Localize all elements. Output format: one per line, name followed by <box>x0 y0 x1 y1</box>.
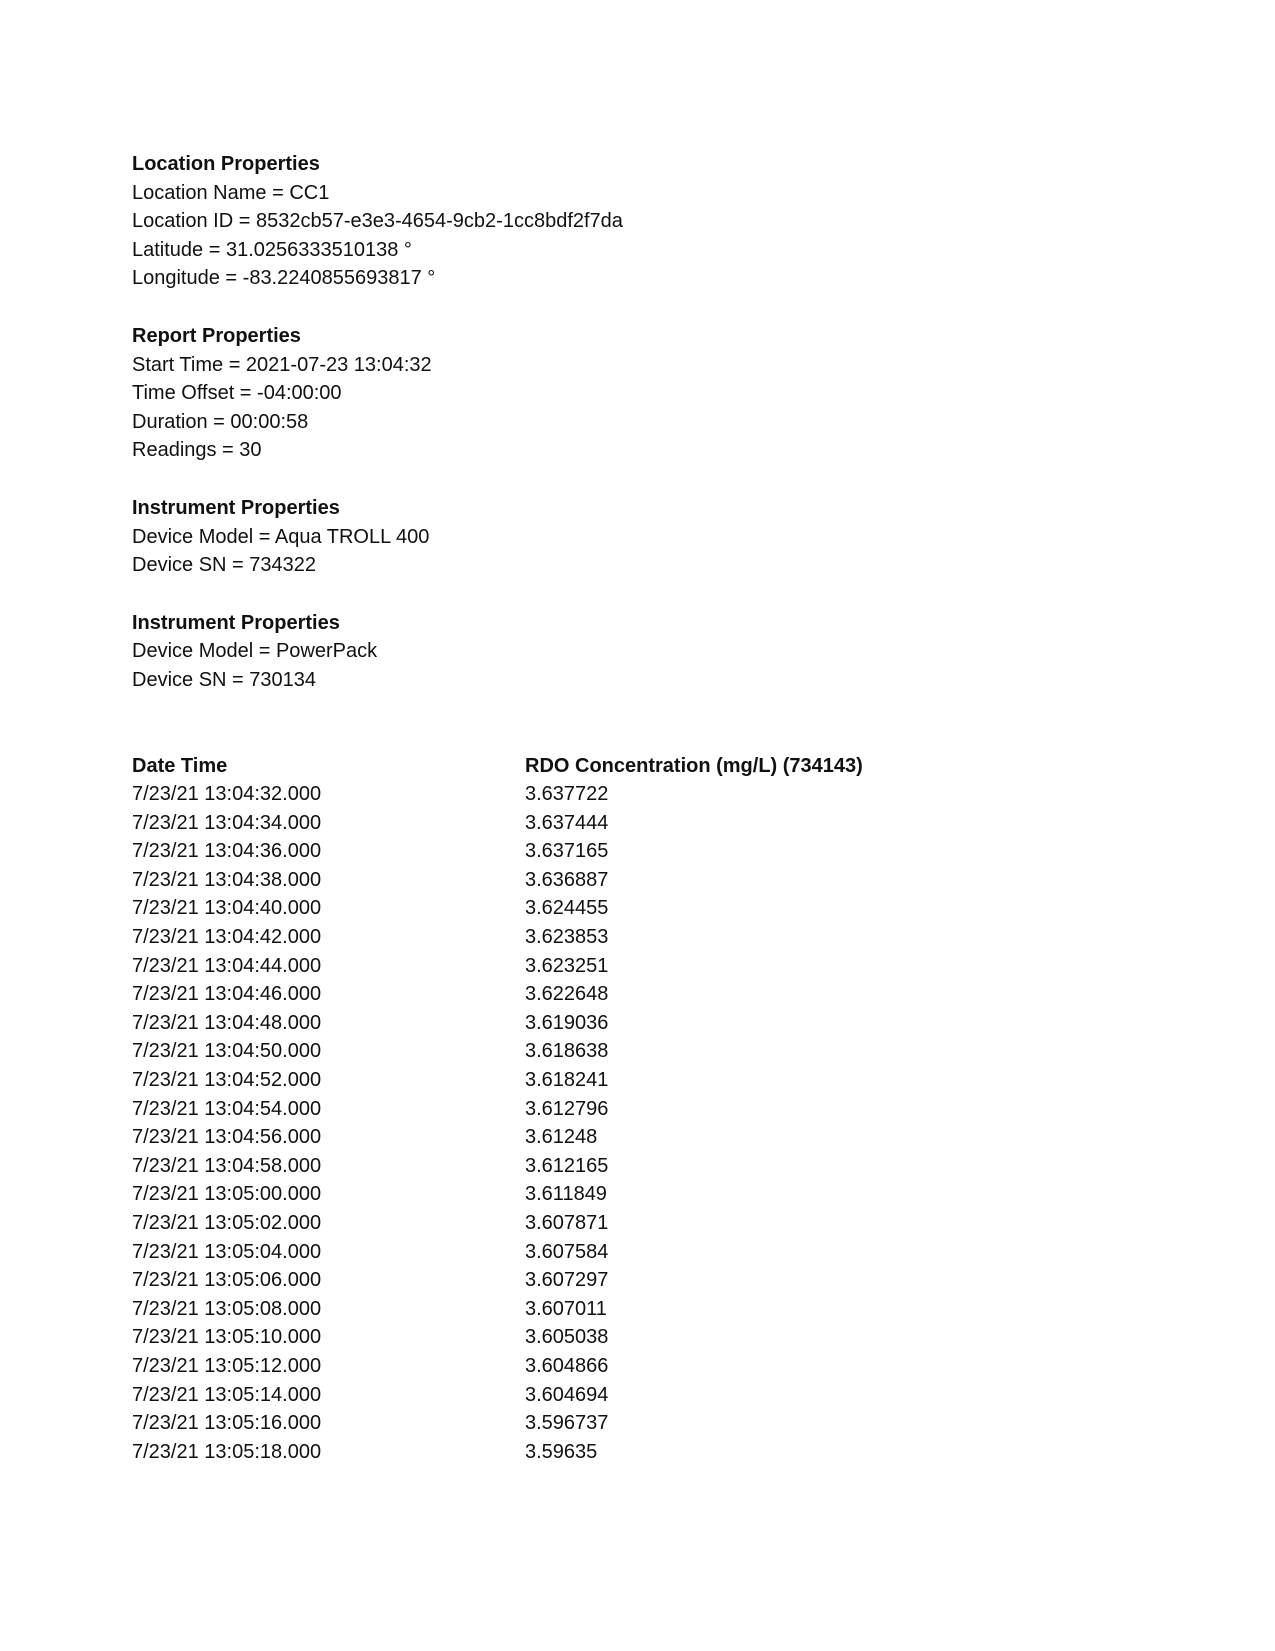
rdo-concentration-cell: 3.636887 <box>525 868 609 891</box>
table-body <box>132 780 1132 1466</box>
table-row <box>132 837 1132 866</box>
date-time-cell: 7/23/21 13:04:58.000 <box>132 1154 322 1177</box>
rdo-concentration-cell: 3.637722 <box>525 783 609 806</box>
rdo-concentration-cell: 3.607297 <box>525 1269 609 1292</box>
date-time-cell: 7/23/21 13:04:46.000 <box>132 983 322 1006</box>
date-time-cell: 7/23/21 13:05:12.000 <box>132 1354 322 1377</box>
section-title: Instrument Properties <box>132 611 340 634</box>
time-offset-line: Time Offset = -04:00:00 <box>132 382 342 405</box>
table-row <box>132 1323 1132 1352</box>
rdo-concentration-cell: 3.622648 <box>525 983 609 1006</box>
table-header-row <box>132 752 1132 781</box>
rdo-concentration-cell: 3.604866 <box>525 1354 609 1377</box>
table-row <box>132 1180 1132 1209</box>
date-time-cell: 7/23/21 13:05:14.000 <box>132 1383 322 1406</box>
table-row <box>132 894 1132 923</box>
section-title: Location Properties <box>132 153 320 175</box>
table-row <box>132 780 1132 809</box>
rdo-concentration-cell: 3.607871 <box>525 1212 609 1234</box>
rdo-concentration-cell: 3.611849 <box>525 1183 607 1206</box>
table-row <box>132 1095 1132 1124</box>
table-row <box>132 980 1132 1009</box>
rdo-concentration-cell: 3.607584 <box>525 1240 609 1263</box>
table-row <box>132 952 1132 981</box>
rdo-concentration-cell: 3.624455 <box>525 897 609 920</box>
latitude-line: Latitude = 31.0256333510138 ° <box>132 238 412 261</box>
rdo-concentration-cell: 3.618241 <box>525 1069 609 1092</box>
date-time-cell: 7/23/21 13:04:56.000 <box>132 1126 322 1149</box>
table-row <box>132 1266 1132 1295</box>
date-time-cell: 7/23/21 13:04:52.000 <box>132 1069 322 1092</box>
section-title: Instrument Properties <box>132 496 340 519</box>
date-time-cell: 7/23/21 13:05:00.000 <box>132 1183 322 1206</box>
rdo-concentration-cell: 3.59635 <box>525 1440 598 1463</box>
date-time-cell: 7/23/21 13:05:06.000 <box>132 1269 322 1292</box>
location-name-line: Location Name = CC1 <box>132 181 330 204</box>
table-row <box>132 1295 1132 1324</box>
rdo-concentration-cell: 3.605038 <box>525 1326 609 1349</box>
location-properties-section <box>132 150 1132 293</box>
table-row <box>132 1352 1132 1381</box>
table-row <box>132 1438 1132 1467</box>
date-time-cell: 7/23/21 13:04:44.000 <box>132 954 322 977</box>
table-row <box>132 1409 1132 1438</box>
date-time-cell: 7/23/21 13:05:08.000 <box>132 1297 322 1320</box>
date-time-cell: 7/23/21 13:04:40.000 <box>132 897 322 920</box>
report-page <box>132 150 1132 1466</box>
rdo-concentration-cell: 3.619036 <box>525 1011 609 1034</box>
date-time-cell: 7/23/21 13:04:42.000 <box>132 926 322 949</box>
device-sn-line: Device SN = 730134 <box>132 668 317 691</box>
column-header-date-time: Date Time <box>132 754 228 777</box>
device-model-line: Device Model = PowerPack <box>132 640 378 663</box>
table-row <box>132 1066 1132 1095</box>
device-model-line: Device Model = Aqua TROLL 400 <box>132 525 430 548</box>
readings-table <box>132 752 1132 1467</box>
date-time-cell: 7/23/21 13:04:38.000 <box>132 868 322 891</box>
rdo-concentration-cell: 3.607011 <box>525 1297 607 1320</box>
instrument-properties-section-1 <box>132 494 1132 580</box>
readings-line: Readings = 30 <box>132 439 262 462</box>
date-time-cell: 7/23/21 13:04:54.000 <box>132 1097 322 1120</box>
date-time-cell: 7/23/21 13:04:32.000 <box>132 783 322 806</box>
start-time-line: Start Time = 2021-07-23 13:04:32 <box>132 353 432 376</box>
table-row <box>132 923 1132 952</box>
rdo-concentration-cell: 3.623853 <box>525 926 609 949</box>
date-time-cell: 7/23/21 13:05:02.000 <box>132 1212 322 1234</box>
rdo-concentration-cell: 3.596737 <box>525 1412 609 1435</box>
column-header-rdo-concentration: RDO Concentration (mg/L) (734143) <box>525 754 863 777</box>
date-time-cell: 7/23/21 13:04:48.000 <box>132 1011 322 1034</box>
date-time-cell: 7/23/21 13:05:10.000 <box>132 1326 322 1349</box>
table-row <box>132 1037 1132 1066</box>
rdo-concentration-cell: 3.618638 <box>525 1040 609 1063</box>
rdo-concentration-cell: 3.604694 <box>525 1383 609 1406</box>
longitude-line: Longitude = -83.2240855693817 ° <box>132 267 436 290</box>
rdo-concentration-cell: 3.612796 <box>525 1097 609 1120</box>
table-row <box>132 1009 1132 1038</box>
instrument-properties-section-2 <box>132 609 1132 695</box>
location-id-line: Location ID = 8532cb57-e3e3-4654-9cb2-1cc8bdf2f7da <box>132 210 623 233</box>
table-row <box>132 1381 1132 1410</box>
date-time-cell: 7/23/21 13:04:50.000 <box>132 1040 322 1063</box>
section-title: Report Properties <box>132 324 301 347</box>
report-properties-section <box>132 322 1132 465</box>
duration-line: Duration = 00:00:58 <box>132 410 309 433</box>
rdo-concentration-cell: 3.612165 <box>525 1154 609 1177</box>
rdo-concentration-cell: 3.61248 <box>525 1126 598 1149</box>
rdo-concentration-cell: 3.623251 <box>525 954 609 977</box>
date-time-cell: 7/23/21 13:05:04.000 <box>132 1240 322 1263</box>
date-time-cell: 7/23/21 13:04:36.000 <box>132 840 322 863</box>
table-row <box>132 1123 1132 1152</box>
rdo-concentration-cell: 3.637444 <box>525 811 609 834</box>
rdo-concentration-cell: 3.637165 <box>525 840 609 863</box>
date-time-cell: 7/23/21 13:05:18.000 <box>132 1440 322 1463</box>
table-row <box>132 809 1132 838</box>
table-row <box>132 1152 1132 1181</box>
date-time-cell: 7/23/21 13:05:16.000 <box>132 1412 322 1435</box>
table-row <box>132 866 1132 895</box>
table-row <box>132 1209 1132 1238</box>
date-time-cell: 7/23/21 13:04:34.000 <box>132 811 322 834</box>
device-sn-line: Device SN = 734322 <box>132 554 317 577</box>
table-row <box>132 1238 1132 1267</box>
